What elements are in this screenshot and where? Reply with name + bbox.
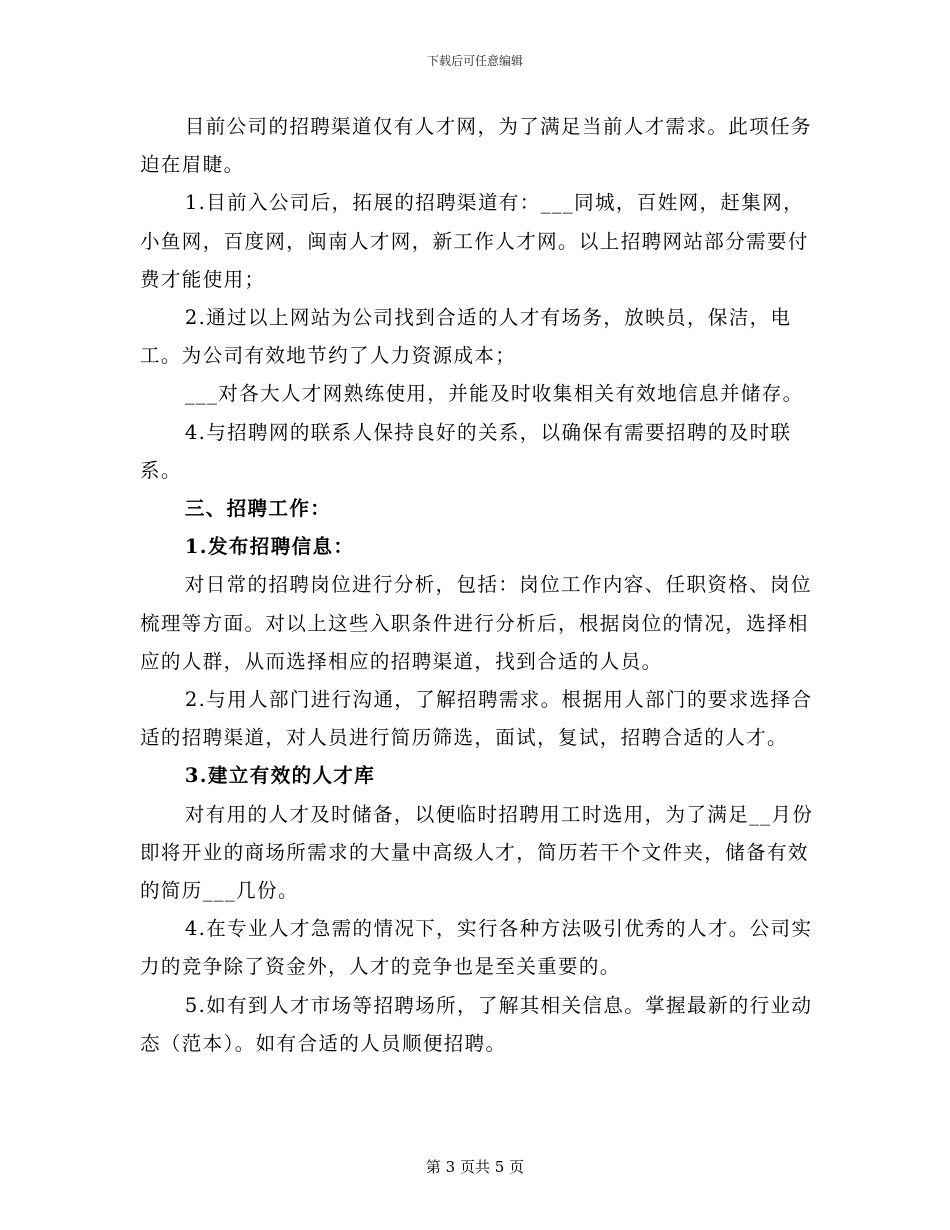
paragraph-attract-talent: 4.在专业人才急需的情况下，实行各种方法吸引优秀的人才。公司实力的竞争除了资金外，人才的竞争也是至关重要的。 (140, 917, 813, 979)
document-body (140, 108, 820, 1063)
page-number: 第 3 页共 5 页 (425, 1158, 525, 1176)
paragraph-talent-market: 5.如有到人才市场等招聘场所，了解其相关信息。掌握最新的行业动态（范本）。如有合适的人员顺便招聘。 (140, 993, 813, 1055)
paragraph-item-4: 4.与招聘网的联系人保持良好的关系，以确保有需要招聘的及时联系。 (140, 420, 792, 482)
paragraph-intro: 目前公司的招聘渠道仅有人才网，为了满足当前人才需求。此项任务迫在眉睫。 (140, 115, 812, 177)
paragraph-reserve: 对有用的人才及时储备，以便临时招聘用工时选用，为了满足__月份即将开业的商场所需求的大量中高级人才，简历若干个文件夹，储备有效的简历___几份。 (140, 802, 814, 903)
paragraph-item-3: ___对各大人才网熟练使用，并能及时收集相关有效地信息并储存。 (184, 382, 804, 406)
subheading-publish-info: 1.发布招聘信息： (184, 535, 355, 559)
section-heading-recruitment: 三、招聘工作： (184, 497, 332, 521)
paragraph-item-2: 2.通过以上网站为公司找到合适的人才有场务，放映员，保洁，电工。为公司有效地节约了人力资源成本； (140, 306, 792, 368)
paragraph-communication: 2.与用人部门进行沟通，了解招聘需求。根据用人部门的要求选择合适的招聘渠道，对人员进行简历筛选，面试，复试，招聘合适的人才。 (140, 688, 813, 750)
paragraph-item-1: 1.目前入公司后，拓展的招聘渠道有：___同城，百姓网，赶集网，小鱼网，百度网，闽南人才网，新工作人才网。以上招聘网站部分需要付费才能使用； (140, 191, 809, 291)
paragraph-analysis: 对日常的招聘岗位进行分析，包括：岗位工作内容、任职资格、岗位梳理等方面。对以上这些入职条件进行分析后，根据岗位的情况，选择相应的人群，从而选择相应的招聘渠道，找到合适的人员。 (140, 573, 812, 673)
subheading-talent-pool: 3.建立有效的人才库 (184, 764, 376, 788)
page-header-note: 下载后可任意编辑 (426, 54, 523, 68)
